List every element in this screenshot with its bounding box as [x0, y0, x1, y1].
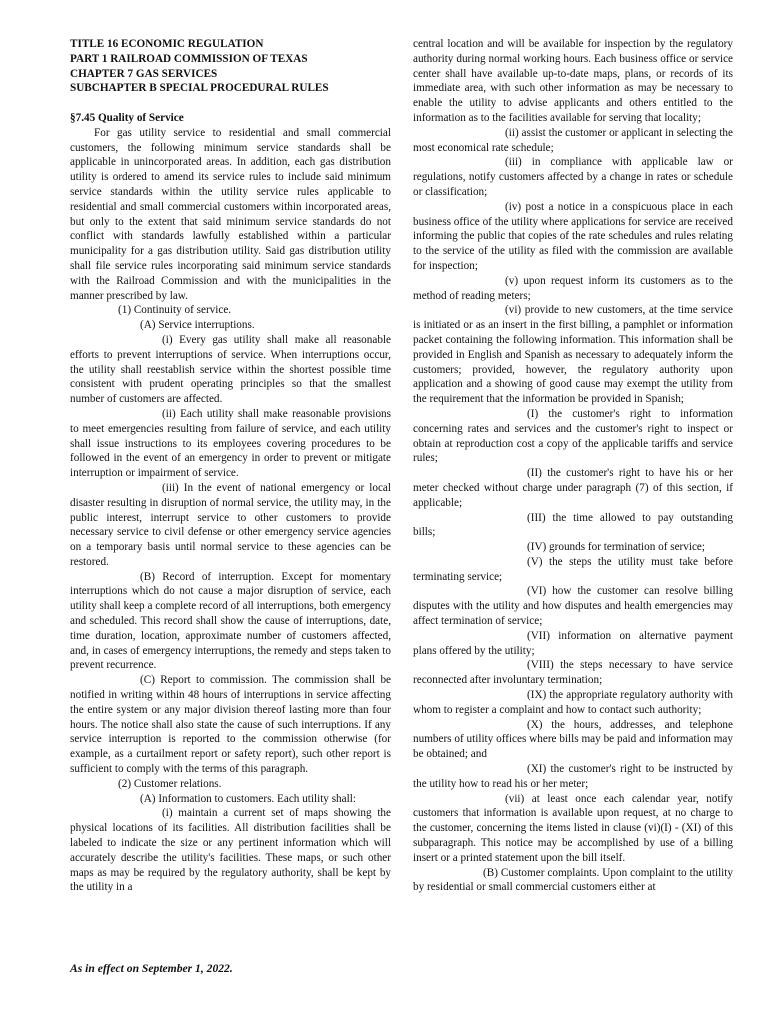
rule-paragraph: (I) the customer's right to information concerning rates and services and the customer's right to inspect or obtain at reproduction cost a copy of the applicable tariffs and service rules; — [413, 407, 733, 465]
rule-paragraph: (B) Customer complaints. Upon complaint to the utility by residential or small commercial customers either at — [413, 866, 733, 894]
rule-paragraph: (V) the steps the utility must take before terminating service; — [413, 555, 733, 583]
spacer — [70, 96, 391, 111]
rule-paragraph: (C) Report to commission. The commission shall be notified in writing within 48 hours of interruptions in service affecting the entire system or any major division thereof lasting more than four hours. The notice shall also state the cause of such interruptions. If any service interruption is reported to the commission otherwise (for example, as a curtailment report or safety report), such other report is sufficient to comply with the terms of this paragraph. — [70, 674, 391, 776]
left-body — [70, 126, 391, 895]
rule-paragraph: (VI) how the customer can resolve billing disputes with the utility and how disputes and health emergencies may affect termination of service; — [413, 585, 733, 628]
rule-paragraph: (IX) the appropriate regulatory authority with whom to register a complaint and how to contact such authority; — [413, 689, 733, 716]
rule-paragraph: (1) Continuity of service. — [118, 304, 232, 317]
rule-paragraph: (i) Every gas utility shall make all reasonable efforts to prevent interruptions of service. When interruptions occur, the utility shall reestablish service within the shortest possible time consistent with prudent operating principles so that the smallest number of customers are affected. — [70, 333, 391, 406]
rule-paragraph: (A) Service interruptions. — [140, 319, 255, 332]
rule-paragraph: (VIII) the steps necessary to have service reconnected after involuntary termination; — [413, 659, 733, 687]
rule-paragraph: (vi) provide to new customers, at the time service is initiated or as an insert in the first billing, a pamphlet or information packet containing the following information. This information shall be provided in English and Spanish as necessary to adequately inform the customers; provided, however, the regulatory authority upon application and a showing of good cause may exempt the utility from the requirement that the information be provided in Spanish; — [413, 304, 733, 406]
rule-paragraph: (III) the time allowed to pay outstanding bills; — [413, 511, 733, 539]
effective-date-footer: As in effect on September 1, 2022. — [70, 962, 233, 975]
right-column — [413, 37, 733, 895]
rule-paragraph: (II) the customer's right to have his or her meter checked without charge under paragraph (7) of this section, if applicable; — [413, 467, 733, 509]
rule-paragraph: (XI) the customer's right to be instructed by the utility how to read his or her meter; — [413, 763, 733, 790]
right-body — [413, 37, 733, 895]
chapter-heading: CHAPTER 7 GAS SERVICES — [70, 67, 218, 80]
rule-paragraph: central location and will be available for inspection by the regulatory authority during normal working hours. Each business office or service center shall have available up-to-date maps, plans, or records of its immediate area, with such other information as may be necessary to enable the utility to advise applicants and others entitled to the information as to the facilities available for serving that locality; — [413, 38, 733, 124]
rule-paragraph: For gas utility service to residential and small commercial customers, the following minimum service standards shall be applicable in unincorporated areas. In addition, each gas distribution utility is ordered to amend its service rules to include said minimum service standards within the utility service rules applicable to residential and small commercial customers within incorporated areas, but only to the extent that said minimum service standards do not conflict with standards lawfully established within a particular municipality for a gas distribution utility. Said gas distribution utility shall file service rules incorporating said minimum service standards with the Railroad Commission and with the municipalities in the manner prescribed by law. — [70, 126, 391, 302]
title-heading: TITLE 16 ECONOMIC REGULATION — [70, 38, 264, 50]
rule-paragraph: (ii) Each utility shall make reasonable provisions to meet emergencies resulting from failure of service, and each utility shall issue instructions to its employees covering procedures to be followed in the event of an emergency in order to prevent or mitigate interruption or impairment of service. — [70, 407, 391, 480]
rule-paragraph: (v) upon request inform its customers as to the method of reading meters; — [413, 274, 733, 302]
rule-paragraph: (i) maintain a current set of maps showing the physical locations of its facilities. All distribution facilities shall be labeled to indicate the size or any pertinent information which will accurately describe the utility's facilities. These maps, or such other maps as may be required by the regulatory authority, shall be kept by the utility in a — [70, 807, 391, 894]
left-column — [70, 37, 391, 895]
rule-paragraph: (ii) assist the customer or applicant in selecting the most economical rate schedule; — [413, 126, 733, 154]
rule-paragraph: (X) the hours, addresses, and telephone numbers of utility offices where bills may be paid and information may be obtained; and — [413, 718, 733, 761]
rule-paragraph: (iv) post a notice in a conspicuous place in each business office of the utility where applications for service are received informing the public that copies of the rate schedules and rules relating to the service of the utility as filed with the commission are available for inspection; — [413, 200, 733, 272]
rule-paragraph: (IV) grounds for termination of service; — [527, 541, 706, 554]
subchapter-heading: SUBCHAPTER B SPECIAL PROCEDURAL RULES — [70, 82, 329, 95]
rule-paragraph: (iii) In the event of national emergency or local disaster resulting in disruption of normal service, the utility may, in the public interest, interrupt service to other customers to provide necessary service to civil defense or other emergency service agencies on a temporary basis until normal service to these agencies can be restored. — [70, 481, 391, 568]
part-heading: PART 1 RAILROAD COMMISSION OF TEXAS — [70, 52, 308, 65]
rule-paragraph: (2) Customer relations. — [118, 777, 222, 790]
rule-paragraph: (VII) information on alternative payment plans offered by the utility; — [413, 629, 733, 657]
rule-paragraph: (B) Record of interruption. Except for momentary interruptions which do not cause a major disruption of service, each utility shall keep a complete record of all interruptions, both emergency and scheduled. This record shall show the cause of interruptions, date, time duration, location, approximate number of customers affected, and, in cases of emergency interruptions, the remedy and steps taken to prevent recurrence. — [70, 570, 391, 672]
section-title: §7.45 Quality of Service — [70, 111, 184, 124]
rule-paragraph: (iii) in compliance with applicable law or regulations, notify customers affected by a change in rates or schedule or classification; — [413, 156, 733, 198]
rule-paragraph: (A) Information to customers. Each utility shall: — [140, 792, 356, 805]
rule-paragraph: (vii) at least once each calendar year, notify customers that information is available upon request, at no charge to the customer, concerning the items listed in clause (vi)(I) - (XI) of this subparagraph. This notice may be accomplished by use of a billing insert or a printed statement upon the bill itself. — [413, 792, 733, 864]
